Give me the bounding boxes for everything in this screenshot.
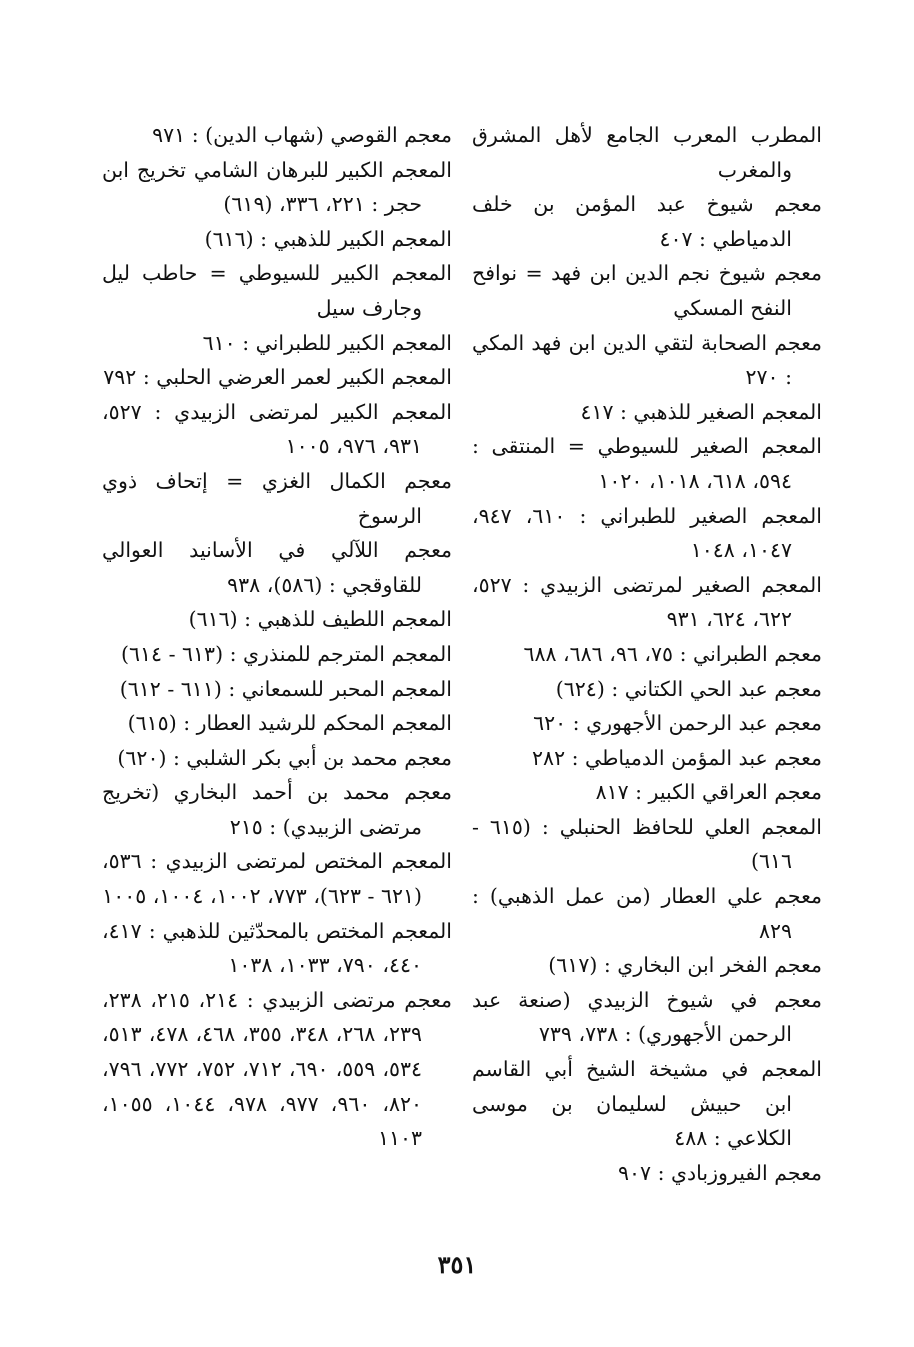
index-entry: المعجم الكبير لعمر العرضي الحلبي : ٧٩٢	[103, 365, 452, 390]
index-column-left	[102, 118, 452, 1156]
index-entry: المعجم الكبير للسيوطي = حاطب ليل وجارف سيل	[102, 261, 452, 320]
index-entry: المعجم المحكم للرشيد العطار : (٦١٥)	[127, 711, 452, 736]
index-entry: معجم علي العطار (من عمل الذهبي) : ٨٢٩	[472, 884, 822, 943]
index-entry: معجم الطبراني : ٧٥، ٩٦، ٦٨٦، ٦٨٨	[523, 641, 822, 666]
index-entry: معجم القوصي (شهاب الدين) : ٩٧١	[152, 123, 452, 147]
index-entry: المعجم الصغير للسيوطي = المنتقى : ٥٩٤، ٦١٨، ١٠١٨، ١٠٢٠	[472, 434, 822, 493]
index-entry: معجم الصحابة لتقي الدين ابن فهد المكي : ٢٧٠	[472, 330, 822, 390]
index-entry: المعجم المختص لمرتضى الزبيدي : ٥٣٦، (٦٢١ - ٦٢٣)، ٧٧٣، ١٠٠٢، ١٠٠٤، ١٠٠٥	[102, 849, 452, 909]
index-entry: معجم العراقي الكبير : ٨١٧	[595, 780, 822, 805]
index-entry: معجم شيوخ نجم الدين ابن فهد = نوافح النفح المسكي	[472, 261, 822, 320]
index-entry: المعجم الكبير لمرتضى الزبيدي : ٥٢٧، ٩٣١، ٩٧٦، ١٠٠٥	[102, 399, 452, 459]
index-entry: معجم عبد الحي الكتاني : (٦٢٤)	[555, 676, 822, 701]
index-entry: المعجم الصغير للطبراني : ٦١٠، ٩٤٧، ١٠٤٧، ١٠٤٨	[472, 503, 822, 563]
index-entry: معجم شيوخ عبد المؤمن بن خلف الدمياطي : ٤٠٧	[472, 192, 822, 251]
index-entry: المعجم العلي للحافظ الحنبلي : (٦١٥ - ٦١٦)	[472, 814, 822, 874]
index-entry: المعجم الكبير للطبراني : ٦١٠	[202, 330, 452, 355]
index-entry: المعجم المختص بالمحدّثين للذهبي : ٤١٧، ٤٤٠، ٧٩٠، ١٠٣٣، ١٠٣٨	[102, 918, 452, 978]
index-entry: المعجم اللطيف للذهبي : (٦١٦)	[188, 607, 452, 632]
index-entry: المعجم المترجم للمنذري : (٦١٣ - ٦١٤)	[121, 641, 452, 666]
index-entry: المعجم الصغير لمرتضى الزبيدي : ٥٢٧، ٦٢٢، ٦٢٤، ٩٣١	[472, 572, 822, 632]
index-entry: المعجم المحبر للسمعاني : (٦١١ - ٦١٢)	[119, 676, 452, 701]
index-entry: المعجم في مشيخة الشيخ أبي القاسم ابن حبيش لسليمان بن موسى الكلاعي : ٤٨٨	[472, 1057, 822, 1151]
index-entry: معجم مرتضى الزبيدي : ٢١٤، ٢١٥، ٢٣٨، ٢٣٩، ٢٦٨، ٣٤٨، ٣٥٥، ٤٦٨، ٤٧٨، ٥١٣، ٥٣٤، ٥٥٩، ٦٩٠، ٧١٢، ٧٥٢، ٧٧٢، ٧٩٦، ٨٢٠، ٩٦٠، ٩٧٧، ٩٧٨، ١٠٤٤، ١٠٥٥، ١١٠٣	[102, 987, 452, 1151]
index-entry: معجم الفيروزبادي : ٩٠٧	[618, 1160, 822, 1185]
index-entry: المعجم الكبير للذهبي : (٦١٦)	[204, 226, 452, 251]
index-entry: معجم محمد بن أبي بكر الشلبي : (٦٢٠)	[117, 745, 452, 770]
index-entry: معجم الفخر ابن البخاري : (٦١٧)	[548, 953, 822, 978]
index-entry: المعجم الصغير للذهبي : ٤١٧	[580, 399, 822, 424]
index-entry: معجم عبد الرحمن الأجهوري : ٦٢٠	[533, 711, 822, 736]
index-entry: المعجم الكبير للبرهان الشامي تخريج ابن حجر : ٢٢١، ٣٣٦، (٦١٩)	[102, 157, 452, 217]
index-entry: معجم في شيوخ الزبيدي (صنعة عبد الرحمن الأجهوري) : ٧٣٨، ٧٣٩	[472, 987, 822, 1047]
index-column-right	[472, 118, 822, 1190]
index-entry: معجم اللآلي في الأسانيد العوالي للقاوقجي : (٥٨٦)، ٩٣٨	[102, 538, 452, 597]
index-entry: معجم محمد بن أحمد البخاري (تخريج مرتضى الزبيدي) : ٢١٥	[102, 780, 452, 839]
index-entry: معجم الكمال الغزي = إتحاف ذوي الرسوخ	[102, 468, 452, 528]
index-entry: المطرب المعرب الجامع لأهل المشرق والمغرب	[472, 123, 822, 182]
index-entry: معجم عبد المؤمن الدمياطي : ٢٨٢	[532, 745, 822, 770]
page-number: ٣٥١	[437, 1250, 477, 1279]
